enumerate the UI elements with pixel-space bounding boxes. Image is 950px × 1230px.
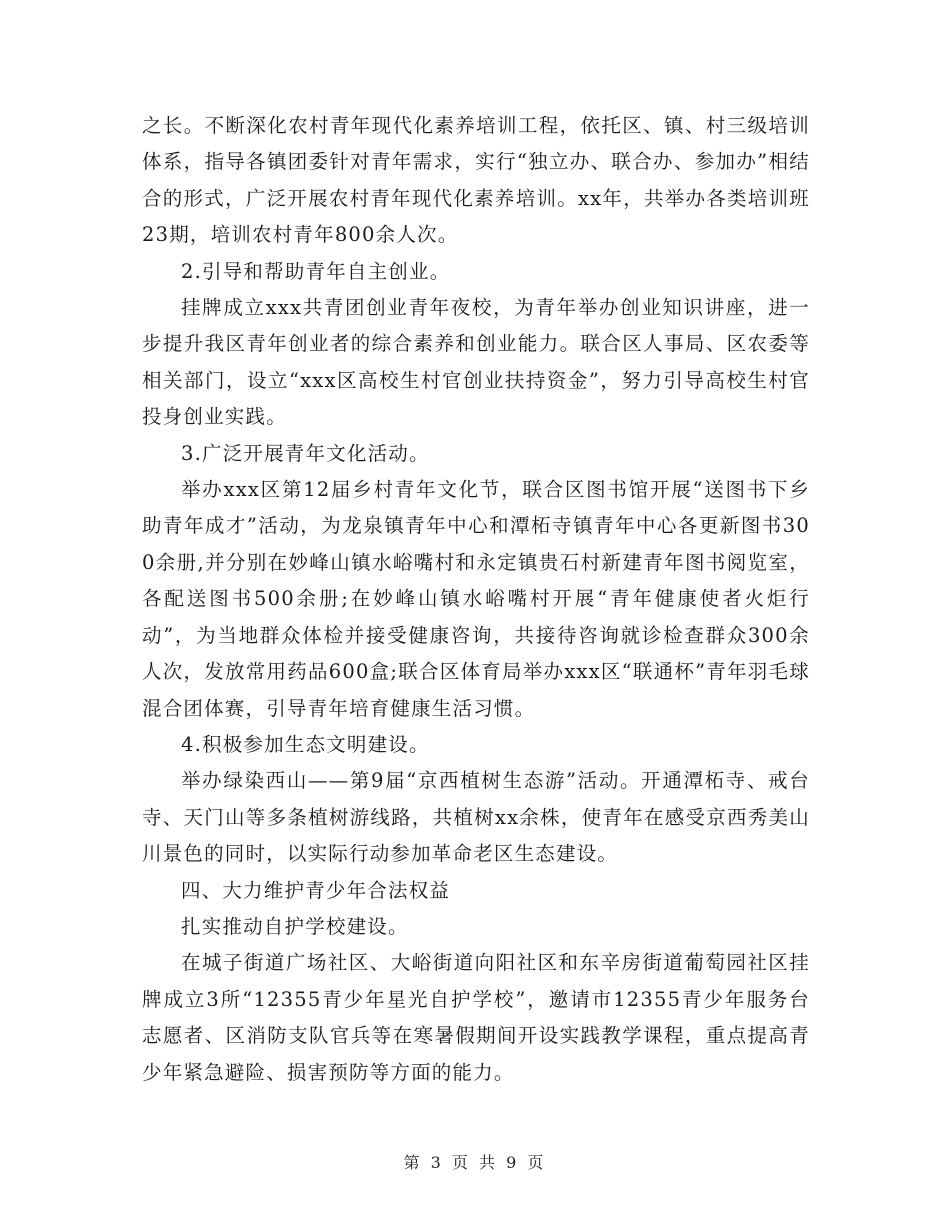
paragraph-self-protection: 在城子街道广场社区、大峪街道向阳社区和东辛房街道葡萄园社区挂牌成立3所“12355青少年星光自护学校”，邀请市12355青少年服务台志愿者、区消防支队官兵等在寒暑假期间开设实践教学课程，重点提高青少年紧急避险、损害预防等方面的能力。: [142, 951, 810, 1084]
page-number-footer: 第 3 页 共 9 页: [403, 1153, 547, 1172]
paragraph-entrepreneurship: 挂牌成立xxx共青团创业青年夜校，为青年举办创业知识讲座，进一步提升我区青年创业者的综合素养和创业能力。联合区人事局、区农委等相关部门，设立“xxx区高校生村官创业扶持资金”，努力引导高校生村官投身创业实践。: [142, 296, 810, 429]
section-heading-entrepreneurship: 2.引导和帮助青年自主创业。: [181, 259, 451, 283]
paragraph-continuation: 之长。不断深化农村青年现代化素养培训工程，依托区、镇、村三级培训体系，指导各镇团委针对青年需求，实行“独立办、联合办、参加办”相结合的形式，广泛开展农村青年现代化素养培训。xx年，共举办各类培训班23期，培训农村青年800余人次。: [142, 114, 810, 247]
chapter-heading-rights: 四、大力维护青少年合法权益: [181, 878, 451, 902]
paragraph-culture: 举办xxx区第12届乡村青年文化节，联合区图书馆开展“送图书下乡 助青年成才”活动，为龙泉镇青年中心和潭柘寺镇青年中心各更新图书300余册,并分别在妙峰山镇水峪嘴村和永定镇贵石村新建青年图书阅览室，各配送图书500余册;在妙峰山镇水峪嘴村开展“青年健康使者火炬行动”，为当地群众体检并接受健康咨询，共接待咨询就诊检查群众300余人次，发放常用药品600盒;联合区体育局举办xxx区“联通杯”青年羽毛球混合团体赛，引导青年培育健康生活习惯。: [142, 478, 810, 720]
section-heading-self-protection: 扎实推动自护学校建设。: [181, 914, 409, 938]
section-heading-ecology: 4.积极参加生态文明建设。: [181, 732, 430, 756]
document-body: [142, 108, 810, 1091]
paragraph-ecology: 举办绿染西山——第9届“京西植树生态游”活动。开通潭柘寺、戒台寺、天门山等多条植树游线路，共植树xx余株，使青年在感受京西秀美山川景色的同时，以实际行动参加革命老区生态建设。: [142, 769, 810, 866]
section-heading-culture: 3.广泛开展青年文化活动。: [181, 441, 430, 465]
